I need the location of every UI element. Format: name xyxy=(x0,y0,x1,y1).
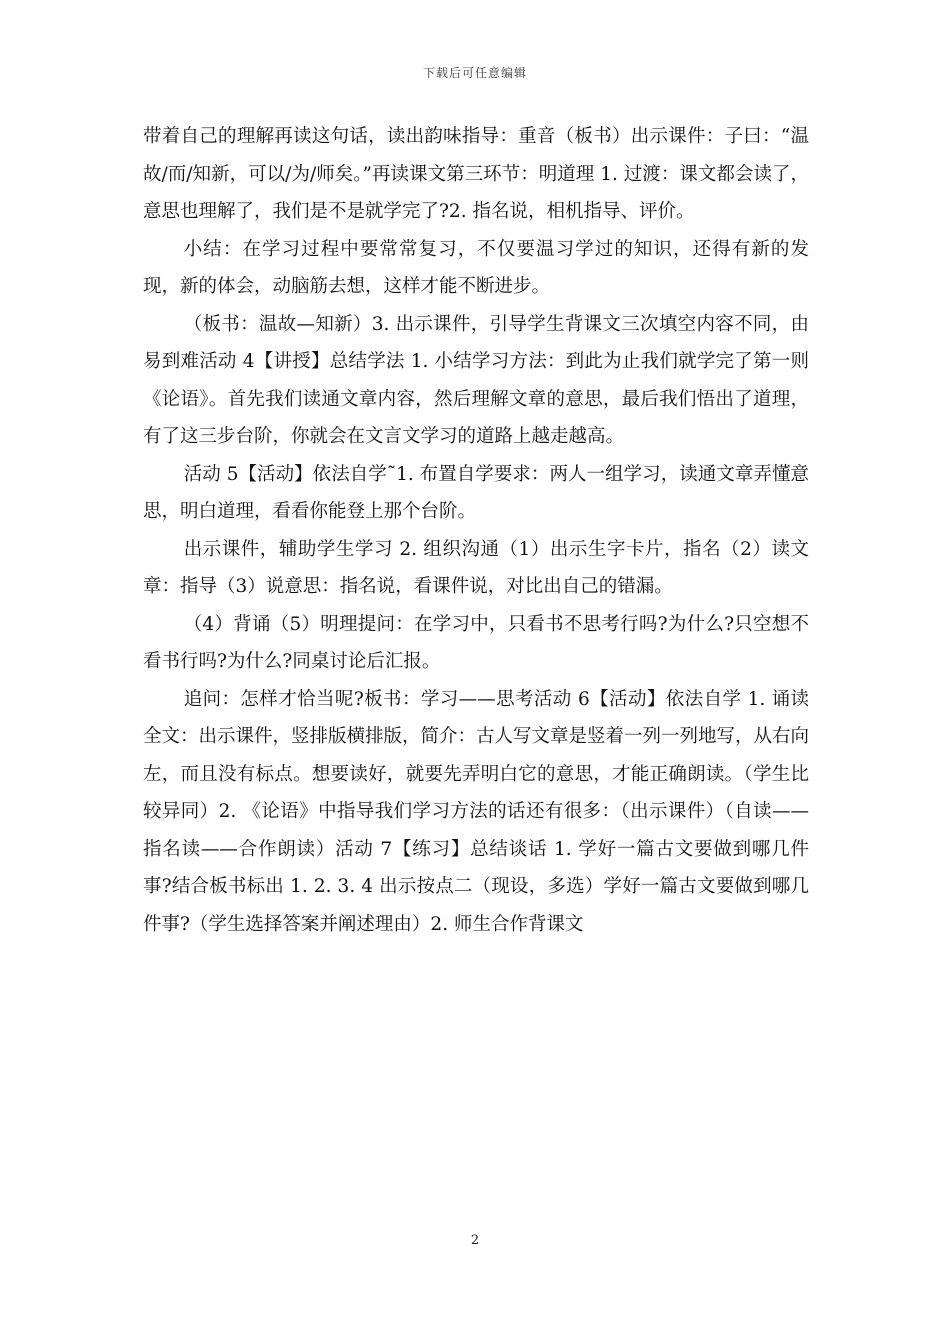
page-number: 2 xyxy=(470,1233,480,1248)
paragraph-7: 追问：怎样才恰当呢?板书：学习——思考活动 6【活动】依法自学 1. 诵读全文：出示课件，竖排版横排版，简介：古人写文章是竖着一列一列地写，从右向左，而且没有标点。想要读好，就要先弄明白它的意思，才能正确朗读。（学生比较异同）2. 《论语》中指导我们学习方法的话还有很多：（出示课件）（自读——指名读——合作朗读）活动 7【练习】总结谈话 1. 学好一篇古文要做到哪几件事?结合板书标出 1. 2. 3. 4 出示按点二（现设，多选）学好一篇古文要做到哪几件事?（学生选择答案并阐述理由）2. 师生合作背课文 xyxy=(143,688,810,935)
document-body xyxy=(143,118,809,943)
paragraph-6: （4）背诵（5）明理提问：在学习中，只看书不思考行吗?为什么?只空想不看书行吗?为什么?同桌讨论后汇报。 xyxy=(143,613,809,672)
paragraph-2: 小结：在学习过程中要常常复习，不仅要温习学过的知识，还得有新的发现，新的体会，动脑筋去想，这样才能不断进步。 xyxy=(143,238,809,297)
paragraph-4: 活动 5【活动】依法自学˜1. 布置自学要求：两人一组学习，读通文章弄懂意思，明白道理，看看你能登上那个台阶。 xyxy=(143,463,809,522)
paragraph-5: 出示课件，辅助学生学习 2. 组织沟通（1）出示生字卡片，指名（2）读文章：指导（3）说意思：指名说，看课件说，对比出自己的错漏。 xyxy=(143,538,809,597)
paragraph-3: （板书：温故—知新）3. 出示课件，引导学生背课文三次填空内容不同，由易到难活动 4【讲授】总结学法 1. 小结学习方法：到此为止我们就学完了第一则《论语》。首先我们读通文章内容，然后理解文章的意思，最后我们悟出了道理，有了这三步台阶，你就会在文言文学习的道路上越走越高。 xyxy=(143,313,809,447)
paragraph-1: 带着自己的理解再读这句话，读出韵味指导：重音（板书）出示课件：子曰：“温故/而/知新，可以/为/师矣。”再读课文第三环节：明道理 1. 过渡：课文都会读了，意思也理解了，我们是不是就学完了?2. 指名说，相机指导、评价。 xyxy=(143,126,809,222)
page-header-note: 下载后可任意编辑 xyxy=(422,66,527,80)
